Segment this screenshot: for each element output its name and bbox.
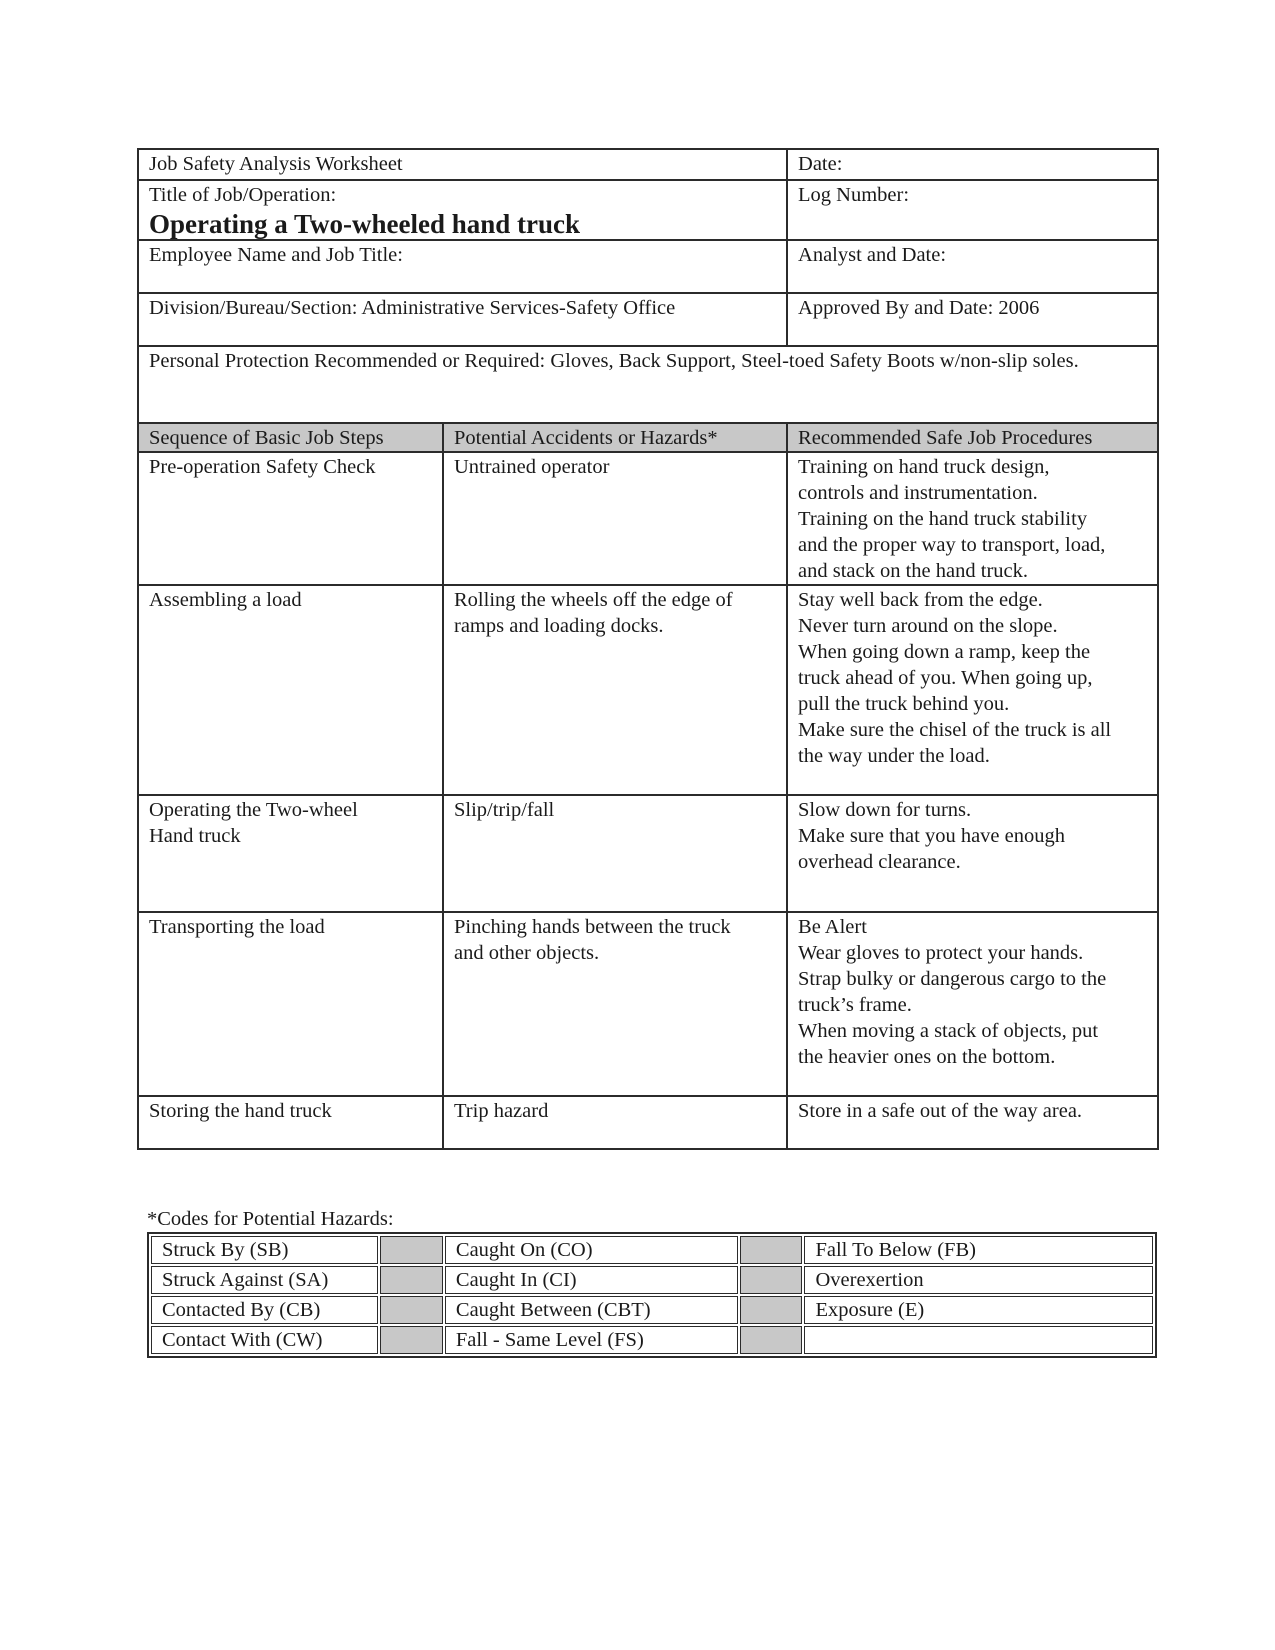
job-operation-cell	[138, 180, 787, 240]
hazard-code-row	[151, 1326, 1153, 1354]
hazard-codes-table	[147, 1232, 1157, 1358]
hazard-code: Overexertion	[804, 1266, 1153, 1294]
hazard-code: Caught In (CI)	[445, 1266, 738, 1294]
hazard-code: Caught Between (CBT)	[445, 1296, 738, 1324]
job-step-text: Operating the Two-wheel Hand truck	[149, 799, 358, 847]
job-operation-label: Title of Job/Operation:	[149, 184, 337, 206]
table-row	[138, 452, 1158, 585]
hazard-cell	[443, 1096, 787, 1149]
employee-field: Employee Name and Job Title:	[138, 240, 787, 293]
table-row	[138, 1096, 1158, 1149]
job-step-cell	[138, 795, 443, 912]
hazard-code: Fall To Below (FB)	[804, 1236, 1153, 1264]
procedure-text: Training on hand truck design, controls and instrumentation. Training on the hand truck stability and the proper way to transport, load, and stack on the hand truck.	[798, 456, 1106, 582]
code-checkbox-cell[interactable]	[740, 1296, 803, 1324]
procedure-text: Slow down for turns. Make sure that you have enough overhead clearance.	[798, 799, 1066, 873]
procedure-text: Stay well back from the edge. Never turn around on the slope. When going down a ramp, keep the truck ahead of you. When going up, pull the truck behind you. Make sure the chisel of the truck is all the way under the load.	[798, 589, 1112, 767]
hazard-code: Contacted By (CB)	[151, 1296, 378, 1324]
job-step-cell	[138, 912, 443, 1096]
procedure-cell	[787, 452, 1158, 585]
hazard-code	[804, 1326, 1153, 1354]
ppe-field: Personal Protection Recommended or Required: Gloves, Back Support, Steel-toed Safety Boots w/non-slip soles.	[138, 346, 1158, 423]
hazard-text: Slip/trip/fall	[454, 799, 555, 821]
code-checkbox-cell[interactable]	[380, 1296, 443, 1324]
job-operation-name: Operating a Two-wheeled hand truck	[149, 209, 581, 239]
hazard-codes-heading: *Codes for Potential Hazards:	[147, 1208, 394, 1230]
hazard-code: Struck Against (SA)	[151, 1266, 378, 1294]
hazard-cell	[443, 585, 787, 795]
column-header-steps: Sequence of Basic Job Steps	[138, 423, 443, 452]
procedure-cell	[787, 1096, 1158, 1149]
table-row	[138, 795, 1158, 912]
column-header-row	[138, 423, 1158, 452]
column-header-hazards: Potential Accidents or Hazards*	[443, 423, 787, 452]
procedure-text: Be Alert Wear gloves to protect your hands. Strap bulky or dangerous cargo to the truck’s frame. When moving a stack of objects, put the heavier ones on the bottom.	[798, 916, 1107, 1068]
procedure-cell	[787, 795, 1158, 912]
log-number-field: Log Number:	[787, 180, 1158, 240]
job-step-cell	[138, 585, 443, 795]
hazard-code: Caught On (CO)	[445, 1236, 738, 1264]
column-header-procedures: Recommended Safe Job Procedures	[787, 423, 1158, 452]
analyst-field: Analyst and Date:	[787, 240, 1158, 293]
table-row	[138, 585, 1158, 795]
job-step-text: Storing the hand truck	[149, 1100, 332, 1122]
job-step-text: Assembling a load	[149, 589, 302, 611]
job-step-cell	[138, 1096, 443, 1149]
job-step-text: Transporting the load	[149, 916, 325, 938]
hazard-code: Contact With (CW)	[151, 1326, 378, 1354]
hazard-text: Pinching hands between the truck and other objects.	[454, 916, 731, 964]
hazard-code-row	[151, 1296, 1153, 1324]
procedure-text: Store in a safe out of the way area.	[798, 1100, 1083, 1122]
worksheet-title: Job Safety Analysis Worksheet	[138, 149, 787, 180]
hazard-code: Fall - Same Level (FS)	[445, 1326, 738, 1354]
code-checkbox-cell[interactable]	[380, 1266, 443, 1294]
jsa-worksheet-table	[137, 148, 1159, 1150]
hazard-cell	[443, 795, 787, 912]
hazard-text: Untrained operator	[454, 456, 610, 478]
code-checkbox-cell[interactable]	[740, 1236, 803, 1264]
procedure-cell	[787, 912, 1158, 1096]
hazard-code: Struck By (SB)	[151, 1236, 378, 1264]
approved-field: Approved By and Date: 2006	[787, 293, 1158, 346]
code-checkbox-cell[interactable]	[380, 1236, 443, 1264]
procedure-cell	[787, 585, 1158, 795]
code-checkbox-cell[interactable]	[740, 1326, 803, 1354]
hazard-code: Exposure (E)	[804, 1296, 1153, 1324]
code-checkbox-cell[interactable]	[740, 1266, 803, 1294]
hazard-text: Trip hazard	[454, 1100, 549, 1122]
hazard-code-row	[151, 1266, 1153, 1294]
date-field: Date:	[787, 149, 1158, 180]
job-step-text: Pre-operation Safety Check	[149, 456, 376, 478]
code-checkbox-cell[interactable]	[380, 1326, 443, 1354]
hazard-code-row	[151, 1236, 1153, 1264]
division-field: Division/Bureau/Section: Administrative Services-Safety Office	[138, 293, 787, 346]
hazard-cell	[443, 912, 787, 1096]
hazard-cell	[443, 452, 787, 585]
hazard-text: Rolling the wheels off the edge of ramps and loading docks.	[454, 589, 733, 637]
table-row	[138, 912, 1158, 1096]
job-step-cell	[138, 452, 443, 585]
